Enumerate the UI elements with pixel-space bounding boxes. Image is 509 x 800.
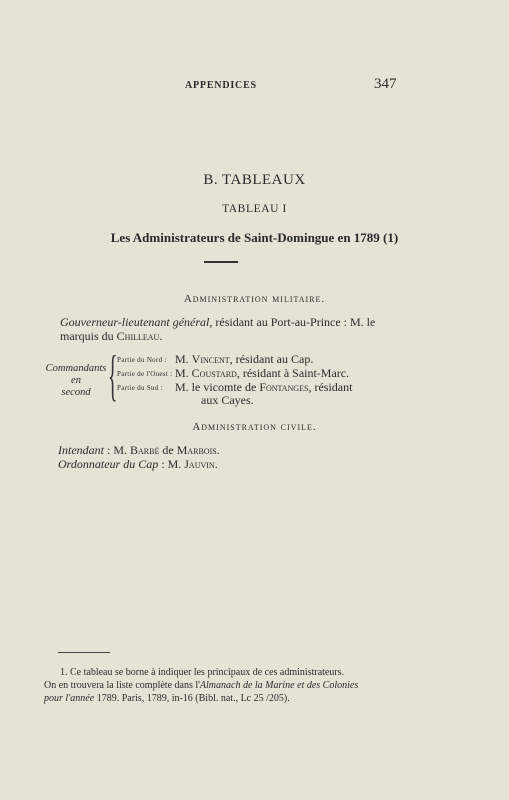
footnote-line-3a: pour l'année: [44, 693, 95, 704]
row-name: Coustard: [191, 366, 237, 380]
governor-name: Chilleau: [116, 329, 160, 343]
row-rest: , résidant à Saint-Marc.: [236, 366, 350, 380]
footnote-line-2b: Almanach de la Marine et des Colonies: [199, 680, 359, 691]
row-rest: , résidant au Cap.: [229, 352, 314, 366]
governor-end: .: [159, 329, 163, 343]
ordonnateur-name: Jauvin: [184, 457, 215, 471]
ordonnateur-end: .: [214, 457, 218, 471]
intendant-name2: Marbois: [176, 443, 217, 457]
title-rule: [204, 261, 238, 263]
footnote-line-2a: On en trouvera la liste complète dans l': [44, 680, 200, 691]
page-number: 347: [374, 76, 397, 92]
commandants-label-3: second: [61, 387, 91, 398]
row-title: M.: [175, 352, 192, 366]
intendant-mid: de: [159, 443, 177, 457]
civil-heading: Administration civile.: [192, 421, 317, 433]
row-name: Vincent: [191, 352, 230, 366]
commandant-row-continuation: aux Cayes.: [201, 393, 254, 407]
commandants-label-2: en: [71, 375, 81, 386]
intendant-label: Intendant: [58, 443, 104, 457]
row-title: M. le vicomte de: [175, 380, 260, 394]
row-rest: , résidant: [308, 380, 353, 394]
part-label: Partie du Nord :: [117, 356, 167, 365]
brace-icon: {: [108, 345, 118, 407]
military-heading: Administration militaire.: [183, 293, 326, 305]
section-title: B. TABLEAUX: [203, 172, 306, 188]
commandant-row-nord: [117, 352, 407, 367]
ordonnateur-line: [58, 457, 218, 471]
table-label: TABLEAU I: [222, 203, 287, 215]
row-title: M.: [175, 366, 192, 380]
running-head: APPENDICES: [185, 80, 257, 91]
governor-text: , résidant au Port-au-Prince : M. le marquis du: [60, 315, 376, 343]
footnote-rule: [58, 652, 110, 653]
footnote-line-2: [44, 679, 414, 692]
footnote: [44, 666, 414, 705]
footnote-line-3b: 1789. Paris, 1789, in-16 (Bibl. nat., Lc 25 /205).: [94, 693, 290, 704]
ordonnateur-text: : M.: [158, 457, 185, 471]
table-title: Les Administrateurs de Saint-Domingue en 1789 (1): [110, 230, 399, 245]
part-label: Partie du Sud :: [117, 384, 163, 393]
footnote-line-1: 1. Ce tableau se borne à indiquer les principaux de ces administrateurs.: [60, 667, 345, 678]
part-label: Partie de l'Ouest :: [117, 370, 173, 379]
governor-title: Gouverneur-lieutenant général: [60, 315, 210, 329]
ordonnateur-label: Ordonnateur du Cap: [58, 457, 159, 471]
intendant-end: .: [216, 443, 220, 457]
row-name: Fontanges: [259, 380, 309, 394]
footnote-line-3: [44, 692, 414, 705]
intendant-line: [58, 443, 220, 457]
governor-paragraph: [60, 315, 400, 343]
intendant-name: Barbé: [130, 443, 160, 457]
commandants-label-1: Commandants: [45, 363, 107, 374]
commandant-row-ouest: [117, 366, 407, 381]
intendant-text: : M.: [104, 443, 131, 457]
